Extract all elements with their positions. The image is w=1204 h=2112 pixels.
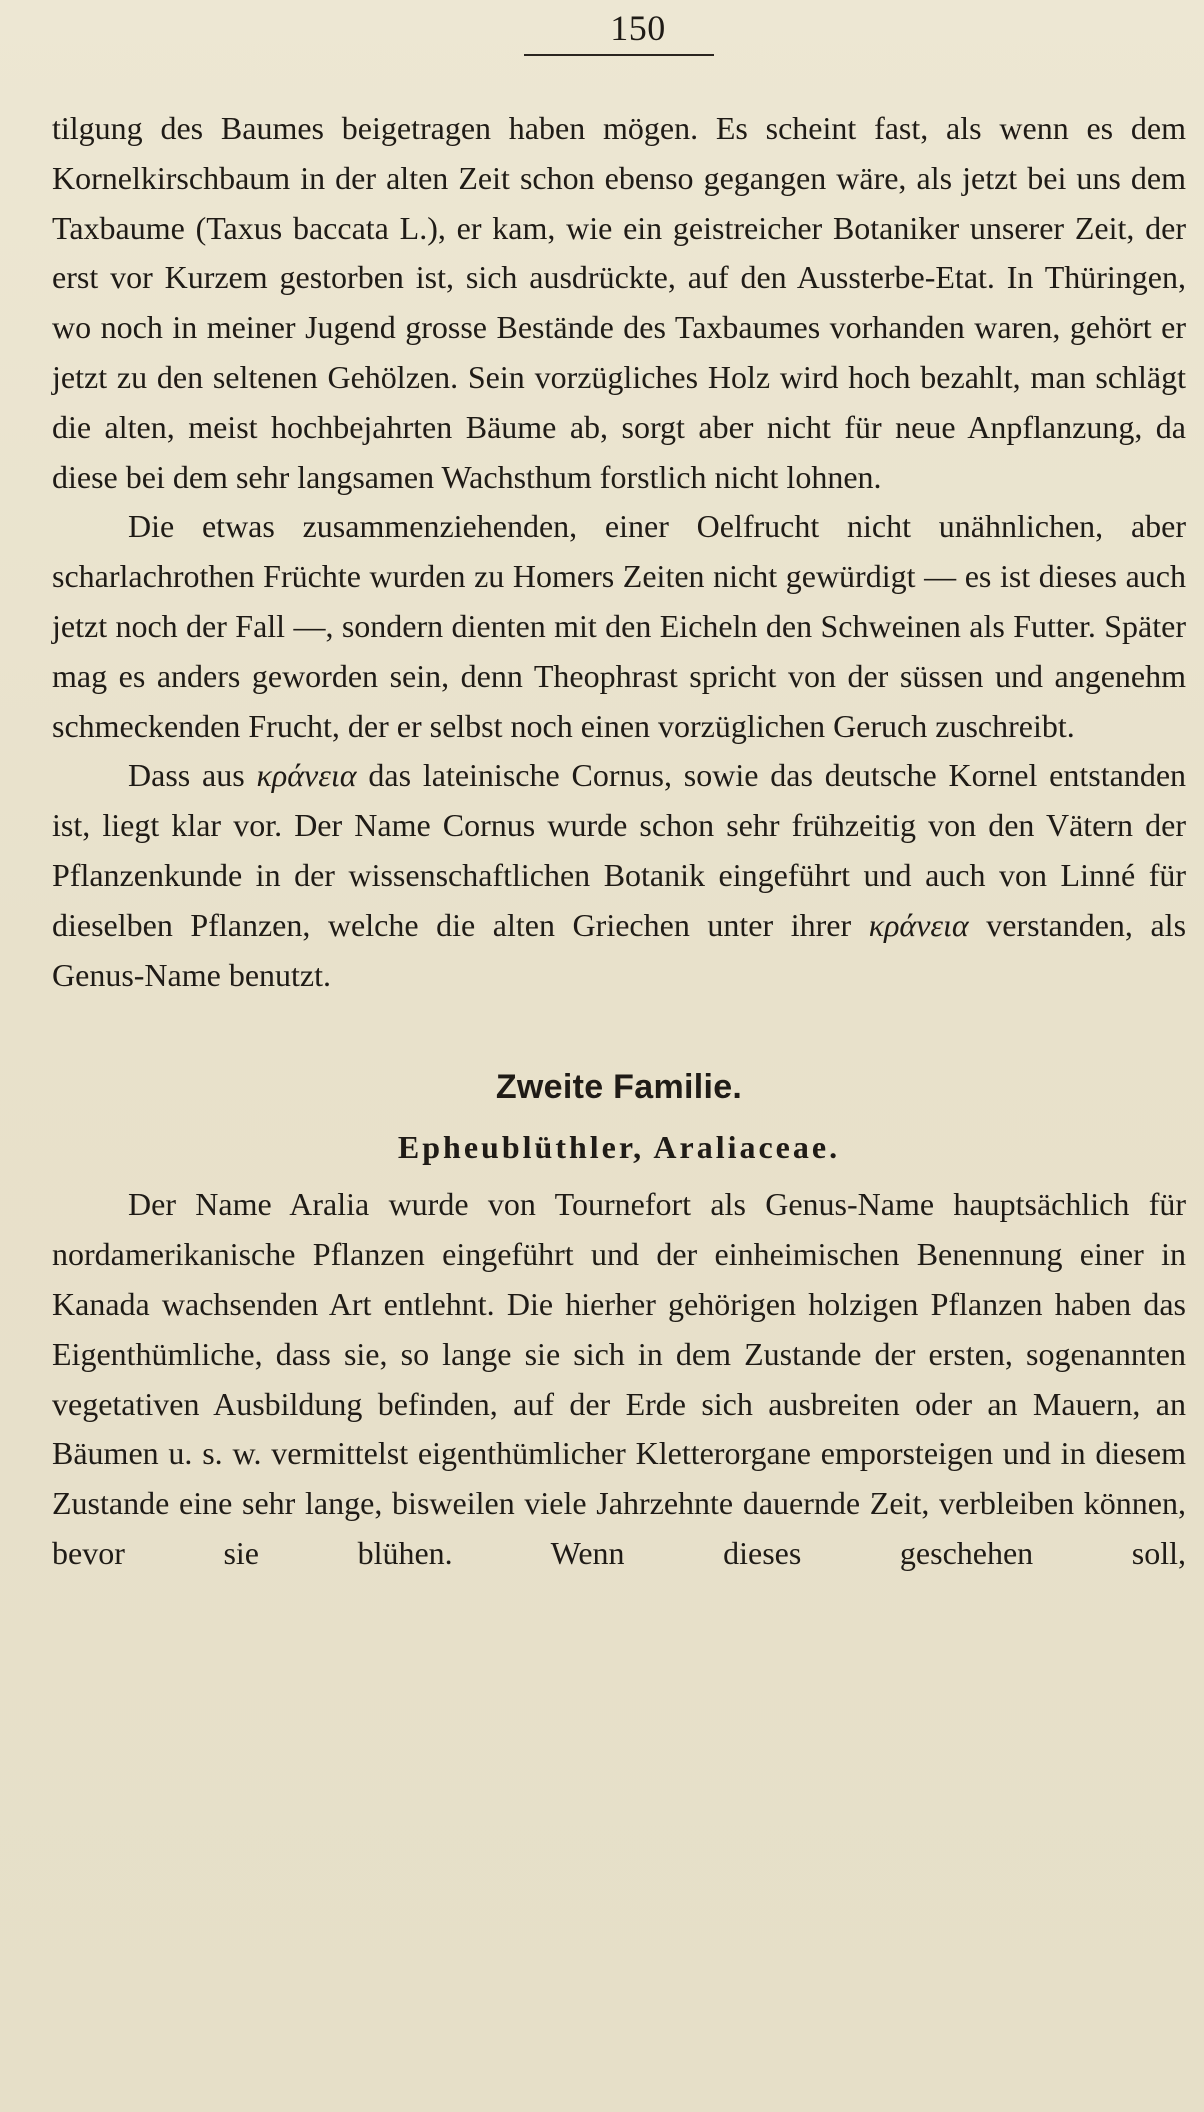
paragraph-aralia: Der Name Aralia wurde von Tournefort als Genus-Name hauptsächlich für nordamerikanische Pflanzen eingeführt und der einheimischen Benennung einer in Kanada wachsenden Art entlehnt. Die hierher gehörigen holzigen Pflanzen haben das Eigenthümliche, dass sie, so lange sie sich in dem Zustande der ersten, sogenannten vegetativen Ausbildung befinden, auf der Erde sich ausbreiten oder an Mauern, an Bäumen u. s. w. vermittelst eigenthümlicher Kletterorgane emporsteigen und in diesem Zustande eine sehr lange, bisweilen viele Jahrzehnte dauernde Zeit, verbleiben können, bevor sie blühen. Wenn dieses geschehen soll, [52, 1186, 1186, 1571]
page-number: 150 [610, 8, 666, 48]
greek-word-kraneia-2: κράνεια [868, 906, 969, 943]
paragraph-homer: Die etwas zusammenziehenden, einer Oelfrucht nicht unähnlichen, aber scharlachrothen Früchte wurden zu Homers Zeiten nicht gewürdigt — es ist dieses auch jetzt noch der Fall —, sondern dienten mit den Eicheln den Schweinen als Futter. Später mag es anders geworden sein, denn Theophrast spricht von der süssen und angenehm schmeckenden Frucht, der er selbst noch einen vorzüglichen Geruch zuschreibt. [52, 508, 1186, 744]
section-subheading: Epheublüthler, Araliaceae. [397, 1129, 841, 1166]
body-text [52, 104, 1186, 1579]
cornus-text-3: verstanden, als Genus-Name benutzt. [52, 906, 1187, 993]
paragraph-cornus [52, 751, 1186, 1000]
paragraph-taxus: tilgung des Baumes beigetragen haben mögen. Es scheint fast, als wenn es dem Kornelkirschbaum in der alten Zeit schon ebenso gegangen wäre, als jetzt bei uns dem Taxbaume (Taxus baccata L.), er kam, wie ein geistreicher Botaniker unserer Zeit, der erst vor Kurzem gestorben ist, sich ausdrückte, auf den Aussterbe-Etat. In Thüringen, wo noch in meiner Jugend grosse Bestände des Taxbaumes vorhanden waren, gehört er jetzt zu den seltenen Gehölzen. Sein vorzügliches Holz wird hoch bezahlt, man schlägt die alten, meist hochbejahrten Bäume ab, sorgt aber nicht für neue Anpflanzung, da diese bei dem sehr langsamen Wachsthum forstlich nicht lohnen. [52, 110, 1186, 495]
section-heading: Zweite Familie. [495, 1068, 743, 1107]
greek-word-kraneia: κράνεια [256, 757, 357, 794]
header-rule [524, 54, 714, 56]
cornus-text-1: Dass aus [128, 757, 245, 794]
cornus-text-2: das lateinische Cornus, sowie das deutsche Kornel entstanden ist, liegt klar vor. Der Name Cornus wurde schon sehr frühzeitig von den Vätern der Pflanzenkunde in der wissenschaftlichen Botanik eingeführt und auch von Linné für dieselben Pflanzen, welche die alten Griechen unter ihrer [52, 757, 1187, 943]
